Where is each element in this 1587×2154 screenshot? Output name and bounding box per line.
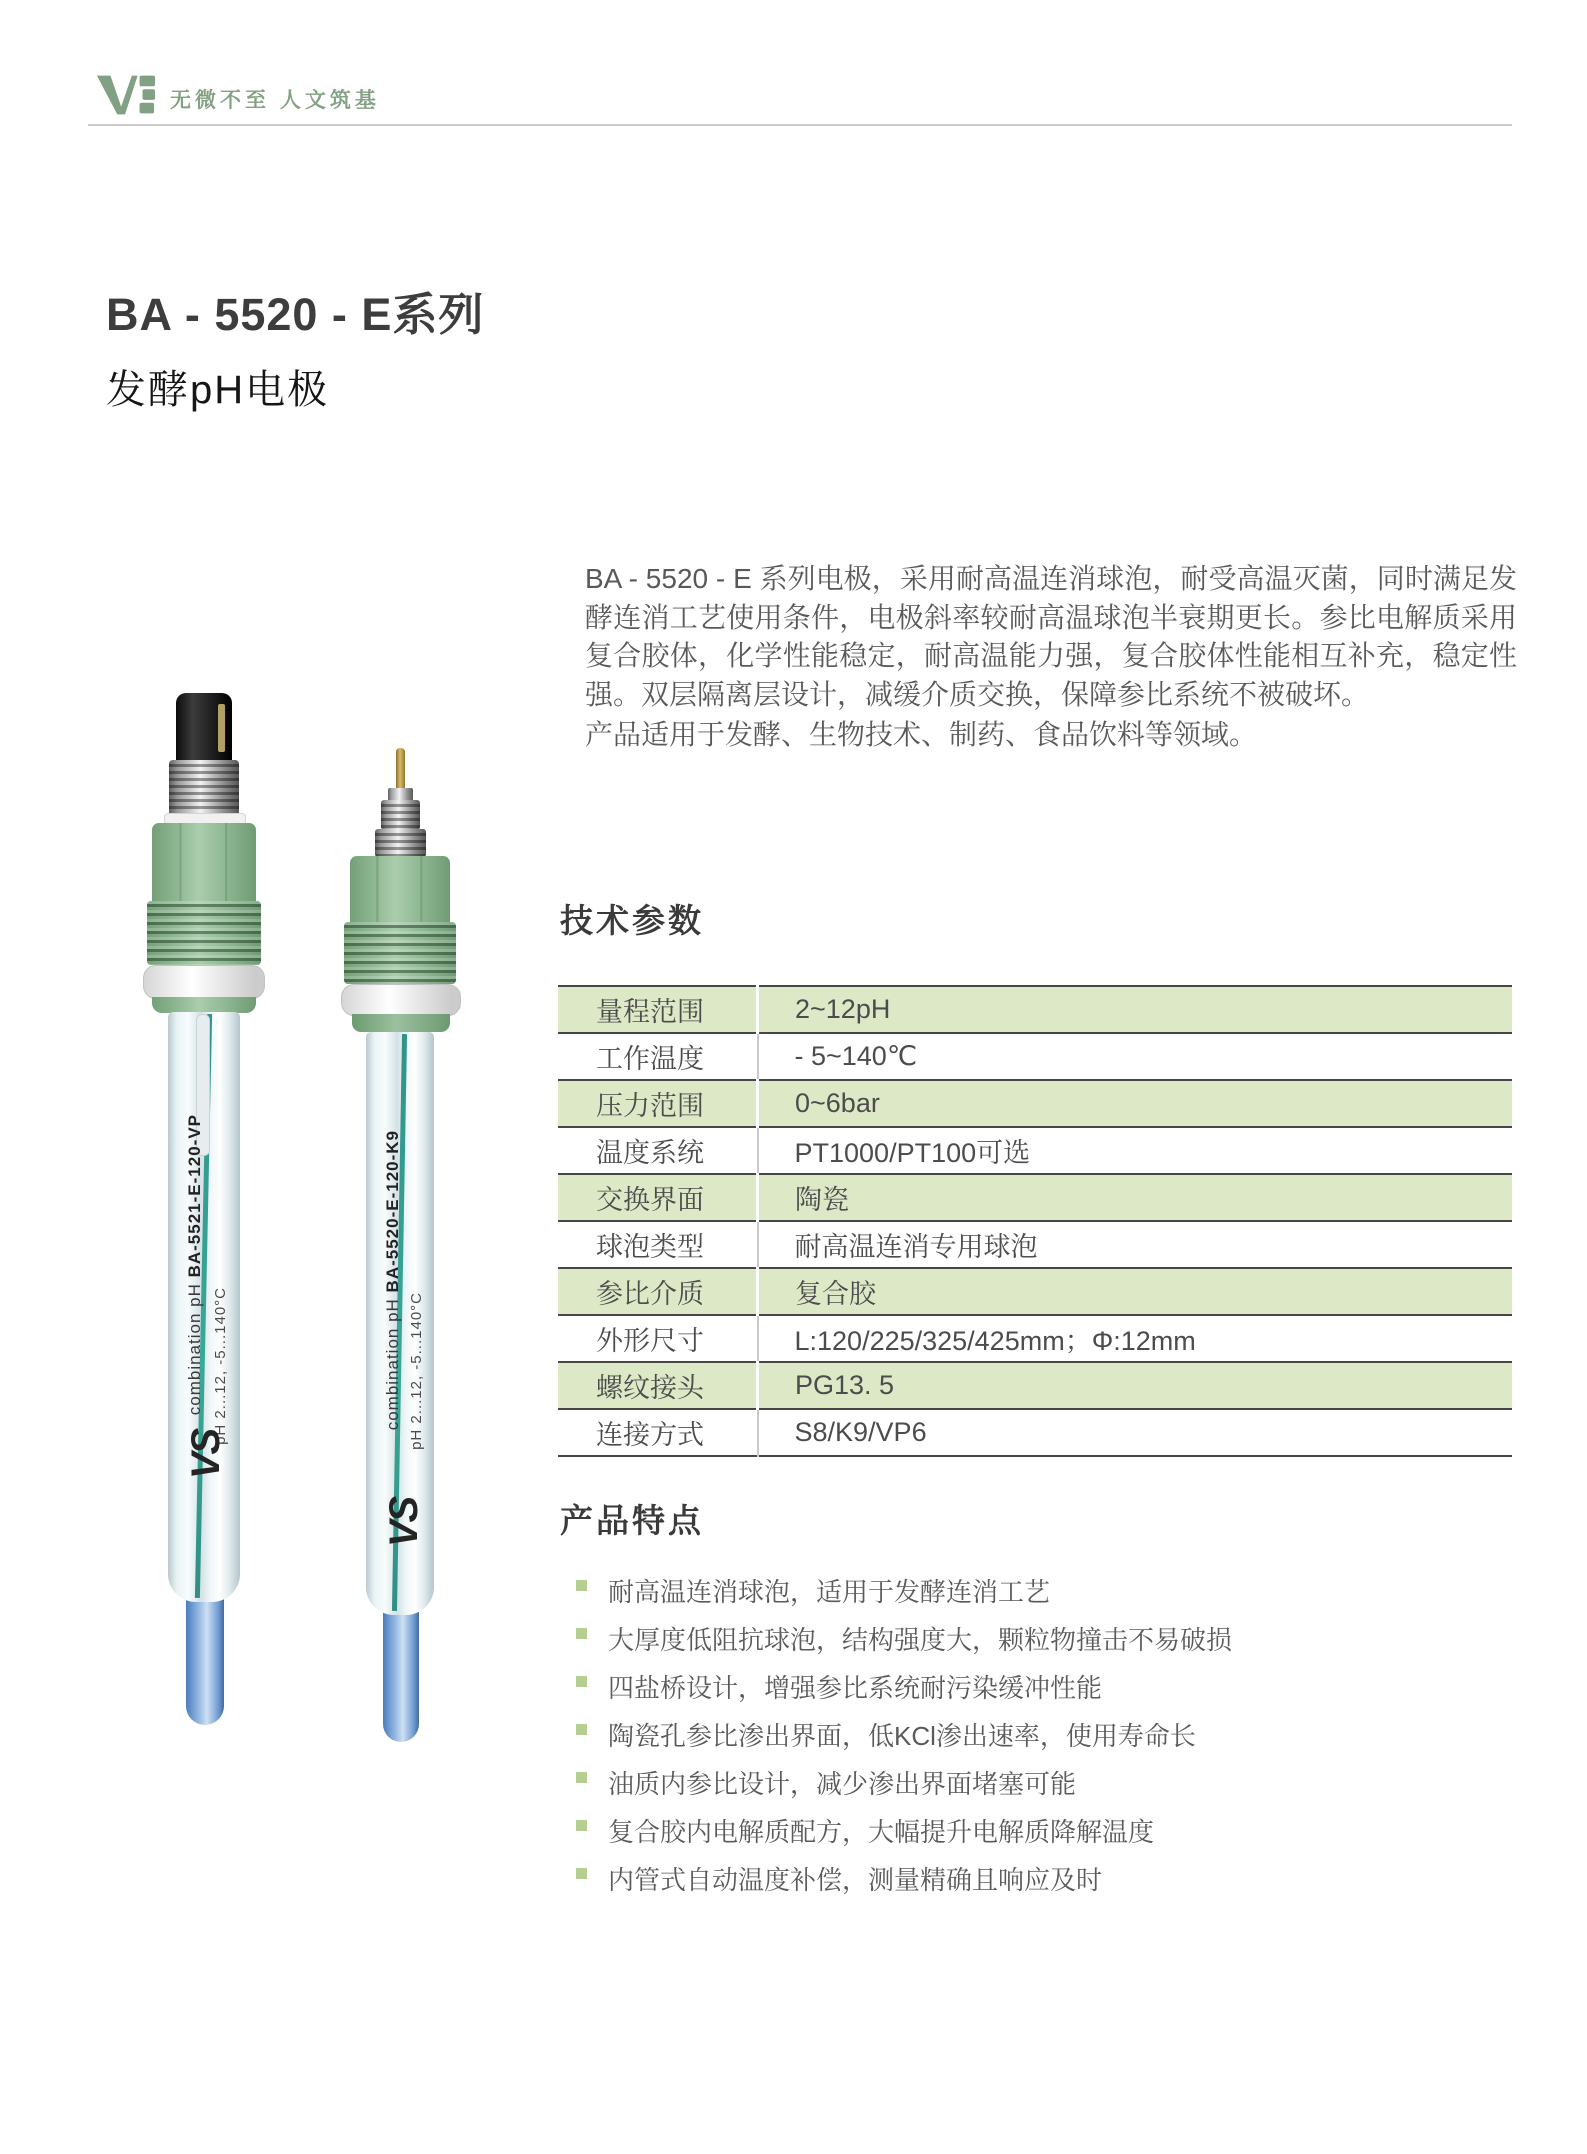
spec-value: L:120/225/325/425mm；Φ:12mm [794, 1326, 1196, 1356]
k9-hex-head [350, 856, 450, 922]
k9-connector-body [381, 800, 420, 830]
vp-threads [147, 901, 261, 965]
feature-list [560, 1572, 1232, 1908]
feature-text: 内管式自动温度补偿，测量精确且响应及时 [608, 1865, 1103, 1895]
spec-value: PT1000/PT100可选 [794, 1138, 1031, 1168]
feature-item [560, 1812, 1232, 1860]
k9-connector-collar [375, 829, 426, 857]
vp-white-ring [143, 965, 265, 999]
feature-text: 油质内参比设计，减少渗出界面堵塞可能 [608, 1769, 1077, 1799]
spec-label: 量程范围 [558, 986, 758, 1033]
feature-text: 四盐桥设计，增强参比系统耐污染缓冲性能 [608, 1673, 1103, 1703]
spec-row [558, 1315, 1512, 1362]
spec-label: 交换界面 [558, 1174, 758, 1221]
spec-label: 参比介质 [558, 1268, 758, 1315]
product-subtitle: 发酵pH电极 [106, 368, 330, 412]
features-heading: 产品特点 [560, 1502, 704, 1539]
spec-label: 球泡类型 [558, 1221, 758, 1268]
header-divider [88, 124, 1512, 126]
spec-row [558, 1362, 1512, 1409]
product-series-title: BA - 5520 - E系列 [106, 289, 485, 340]
feature-text: 复合胶内电解质配方，大幅提升电解质降解温度 [608, 1817, 1155, 1847]
vp-print-model: BA-5521-E-120-VP [185, 1113, 204, 1278]
spec-label: 温度系统 [558, 1127, 758, 1174]
spec-value: 2~12pH [795, 994, 891, 1024]
k9-print-prefix: combination pH [383, 1292, 402, 1430]
specs-table [558, 985, 1512, 1457]
vp-cap-slot [218, 704, 225, 752]
spec-value: PG13. 5 [795, 1370, 895, 1400]
bullet-square-icon [576, 1820, 587, 1831]
spec-row [558, 1221, 1512, 1268]
spec-label: 压力范围 [558, 1080, 758, 1127]
vp-print-range: pH 2...12, -5...140°C [212, 1287, 229, 1445]
k9-print-model: BA-5520-E-120-K9 [383, 1129, 402, 1293]
spec-row [558, 1268, 1512, 1315]
spec-value: S8/K9/VP6 [794, 1417, 927, 1447]
feature-item [560, 1572, 1232, 1620]
specs-heading: 技术参数 [560, 902, 704, 939]
vp-glass-print [185, 1114, 205, 1415]
brand-logo-icon [95, 72, 157, 118]
spec-label: 工作温度 [558, 1033, 758, 1080]
spec-label: 连接方式 [558, 1409, 758, 1456]
intro-applications: 产品适用于发酵、生物技术、制药、食品饮料等领域。 [585, 719, 1258, 750]
brand-tagline: 无微不至 人文筑基 [170, 89, 380, 112]
vp-print-prefix: combination pH [185, 1277, 204, 1415]
k9-green-band [352, 1014, 450, 1032]
feature-item [560, 1620, 1232, 1668]
feature-item [560, 1668, 1232, 1716]
spec-value: 陶瓷 [795, 1185, 849, 1215]
spec-value: - 5~140℃ [794, 1041, 918, 1071]
vp-hex-head [152, 823, 256, 901]
spec-row [558, 1409, 1512, 1456]
spec-value: 0~6bar [795, 1088, 880, 1118]
bullet-square-icon [576, 1724, 587, 1735]
k9-pin [396, 748, 405, 792]
k9-glass-range-print [408, 1292, 425, 1450]
feature-item [560, 1860, 1232, 1908]
feature-item [560, 1716, 1232, 1764]
vp-glass-logo: VS [184, 1429, 229, 1480]
spec-label: 螺纹接头 [558, 1362, 758, 1409]
spec-row [558, 1033, 1512, 1080]
vp-metal-collar [169, 760, 239, 816]
spec-value: 耐高温连消专用球泡 [794, 1232, 1038, 1262]
spec-row [558, 986, 1512, 1033]
feature-item [560, 1764, 1232, 1812]
spec-value: 复合胶 [795, 1279, 876, 1309]
spec-label: 外形尺寸 [558, 1315, 758, 1362]
vp-shoulder [152, 997, 256, 1013]
bullet-square-icon [576, 1772, 587, 1783]
feature-text: 陶瓷孔参比渗出界面，低KCl渗出速率，使用寿命长 [608, 1721, 1196, 1751]
spec-row [558, 1174, 1512, 1221]
spec-row [558, 1080, 1512, 1127]
k9-glass-logo: VS [382, 1497, 427, 1548]
bullet-square-icon [576, 1868, 587, 1879]
k9-threads [344, 922, 456, 984]
spec-row [558, 1127, 1512, 1174]
bullet-square-icon [576, 1580, 587, 1591]
feature-text: 耐高温连消球泡，适用于发酵连消工艺 [608, 1577, 1051, 1607]
k9-print-range: pH 2...12, -5...140°C [408, 1292, 425, 1450]
feature-text: 大厚度低阻抗球泡，结构强度大，颗粒物撞击不易破损 [608, 1625, 1233, 1655]
vp-glass-range-print [212, 1287, 229, 1445]
bullet-square-icon [576, 1628, 587, 1639]
k9-white-ring [341, 984, 461, 1016]
bullet-square-icon [576, 1676, 587, 1687]
k9-glass-print [383, 1130, 403, 1430]
intro-paragraph: BA - 5520 - E 系列电极，采用耐高温连消球泡，耐受高温灭菌，同时满足发酵连消工艺使用条件，电极斜率较耐高温球泡半衰期更长。参比电解质采用复合胶体，化学性能稳定，耐高温能力强，复合胶体性能相互补充，稳定性强。双层隔离层设计，减缓介质交换，保障参比系统不被破坏。 [585, 563, 1517, 710]
intro-block [585, 560, 1517, 755]
